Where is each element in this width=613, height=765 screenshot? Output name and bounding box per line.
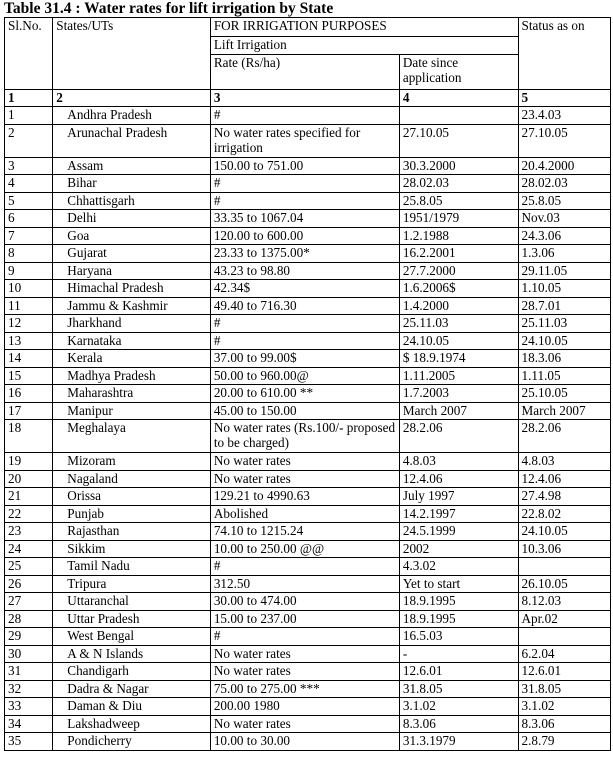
table-row: [5, 698, 611, 716]
cell-rate: 20.00 to 610.00 **: [210, 385, 399, 403]
cell-sl-no: 29: [5, 628, 53, 646]
column-number-row: [5, 90, 611, 107]
column-number: 3: [210, 90, 399, 107]
header-irrigation-purposes: FOR IRRIGATION PURPOSES: [210, 18, 518, 37]
table-row: [5, 420, 611, 453]
cell-status: 1.3.06: [518, 245, 610, 263]
cell-sl-no: 10: [5, 280, 53, 298]
cell-date-since: 14.2.1997: [399, 505, 518, 523]
cell-status: 31.8.05: [518, 680, 610, 698]
cell-sl-no: 26: [5, 575, 53, 593]
cell-rate: #: [210, 558, 399, 576]
cell-sl-no: 18: [5, 420, 53, 453]
cell-sl-no: 25: [5, 558, 53, 576]
cell-date-since: 16.5.03: [399, 628, 518, 646]
cell-date-since: 25.11.03: [399, 315, 518, 333]
cell-state: Uttar Pradesh: [53, 610, 211, 628]
cell-rate: 42.34$: [210, 280, 399, 298]
cell-status: 18.3.06: [518, 350, 610, 368]
cell-status: 12.4.06: [518, 470, 610, 488]
table-row: [5, 332, 611, 350]
cell-status: 24.3.06: [518, 227, 610, 245]
cell-rate: 74.10 to 1215.24: [210, 523, 399, 541]
table-row: [5, 453, 611, 471]
header-date-since: Date since application: [399, 55, 518, 90]
cell-sl-no: 22: [5, 505, 53, 523]
cell-sl-no: 8: [5, 245, 53, 263]
cell-sl-no: 17: [5, 402, 53, 420]
table-row: [5, 540, 611, 558]
cell-date-since: 28.2.06: [399, 420, 518, 453]
cell-sl-no: 32: [5, 680, 53, 698]
cell-date-since: Yet to start: [399, 575, 518, 593]
cell-date-since: 30.3.2000: [399, 157, 518, 175]
table-row: [5, 593, 611, 611]
cell-state: Manipur: [53, 402, 211, 420]
table-row: [5, 488, 611, 506]
cell-status: 10.3.06: [518, 540, 610, 558]
cell-rate: 10.00 to 30.00: [210, 733, 399, 751]
cell-date-since: -: [399, 645, 518, 663]
cell-rate: 129.21 to 4990.63: [210, 488, 399, 506]
cell-rate: 312.50: [210, 575, 399, 593]
cell-sl-no: 28: [5, 610, 53, 628]
table-row: [5, 645, 611, 663]
cell-state: Andhra Pradesh: [53, 107, 211, 125]
cell-sl-no: 6: [5, 210, 53, 228]
table-row: [5, 733, 611, 751]
cell-status: 25.8.05: [518, 192, 610, 210]
cell-rate: No water rates: [210, 470, 399, 488]
cell-sl-no: 12: [5, 315, 53, 333]
table-row: [5, 227, 611, 245]
cell-date-since: 8.3.06: [399, 715, 518, 733]
cell-rate: 120.00 to 600.00: [210, 227, 399, 245]
cell-sl-no: 4: [5, 175, 53, 193]
column-number: 2: [53, 90, 211, 107]
cell-state: Tamil Nadu: [53, 558, 211, 576]
cell-date-since: 1.2.1988: [399, 227, 518, 245]
cell-date-since: March 2007: [399, 402, 518, 420]
cell-status: March 2007: [518, 402, 610, 420]
cell-sl-no: 3: [5, 157, 53, 175]
cell-state: Pondicherry: [53, 733, 211, 751]
table-body: [5, 107, 611, 751]
cell-rate: 15.00 to 237.00: [210, 610, 399, 628]
cell-sl-no: 15: [5, 367, 53, 385]
table-row: [5, 280, 611, 298]
cell-status: 25.10.05: [518, 385, 610, 403]
cell-date-since: 27.7.2000: [399, 262, 518, 280]
cell-state: Sikkim: [53, 540, 211, 558]
cell-sl-no: 30: [5, 645, 53, 663]
cell-sl-no: 24: [5, 540, 53, 558]
cell-state: Rajasthan: [53, 523, 211, 541]
cell-date-since: 16.2.2001: [399, 245, 518, 263]
table-row: [5, 470, 611, 488]
cell-status: 2.8.79: [518, 733, 610, 751]
cell-date-since: 24.5.1999: [399, 523, 518, 541]
cell-date-since: 4.3.02: [399, 558, 518, 576]
cell-sl-no: 16: [5, 385, 53, 403]
cell-state: Nagaland: [53, 470, 211, 488]
cell-state: Gujarat: [53, 245, 211, 263]
table-row: [5, 385, 611, 403]
cell-rate: #: [210, 192, 399, 210]
cell-state: A & N Islands: [53, 645, 211, 663]
table-row: [5, 210, 611, 228]
cell-status: 12.6.01: [518, 663, 610, 681]
water-rates-table: [4, 17, 611, 751]
cell-sl-no: 20: [5, 470, 53, 488]
table-row: [5, 628, 611, 646]
cell-rate: Abolished: [210, 505, 399, 523]
cell-sl-no: 9: [5, 262, 53, 280]
cell-status: 8.12.03: [518, 593, 610, 611]
cell-date-since: 12.6.01: [399, 663, 518, 681]
cell-status: Nov.03: [518, 210, 610, 228]
cell-date-since: 24.10.05: [399, 332, 518, 350]
table-row: [5, 315, 611, 333]
cell-state: Goa: [53, 227, 211, 245]
cell-state: Uttaranchal: [53, 593, 211, 611]
cell-state: Madhya Pradesh: [53, 367, 211, 385]
table-row: [5, 367, 611, 385]
cell-state: Mizoram: [53, 453, 211, 471]
cell-date-since: 27.10.05: [399, 124, 518, 157]
cell-state: Meghalaya: [53, 420, 211, 453]
cell-date-since: July 1997: [399, 488, 518, 506]
cell-state: Chhattisgarh: [53, 192, 211, 210]
table-row: [5, 192, 611, 210]
cell-date-since: 31.3.1979: [399, 733, 518, 751]
cell-rate: #: [210, 332, 399, 350]
cell-state: Jammu & Kashmir: [53, 297, 211, 315]
header-rate: Rate (Rs/ha): [210, 55, 399, 90]
table-row: [5, 157, 611, 175]
cell-sl-no: 31: [5, 663, 53, 681]
column-number: 4: [399, 90, 518, 107]
cell-state: Tripura: [53, 575, 211, 593]
cell-status: 28.02.03: [518, 175, 610, 193]
cell-status: 1.11.05: [518, 367, 610, 385]
cell-sl-no: 19: [5, 453, 53, 471]
header-states: States/UTs: [53, 18, 211, 90]
cell-sl-no: 21: [5, 488, 53, 506]
cell-rate: 43.23 to 98.80: [210, 262, 399, 280]
cell-rate: 200.00 1980: [210, 698, 399, 716]
table-row: [5, 297, 611, 315]
cell-status: 4.8.03: [518, 453, 610, 471]
header-lift-irrigation: Lift Irrigation: [210, 37, 518, 55]
cell-rate: 49.40 to 716.30: [210, 297, 399, 315]
cell-rate: 75.00 to 275.00 ***: [210, 680, 399, 698]
cell-state: Punjab: [53, 505, 211, 523]
cell-rate: No water rates: [210, 645, 399, 663]
cell-sl-no: 11: [5, 297, 53, 315]
cell-status: 29.11.05: [518, 262, 610, 280]
cell-sl-no: 2: [5, 124, 53, 157]
table-header: [5, 18, 611, 107]
table-row: [5, 663, 611, 681]
cell-status: 26.10.05: [518, 575, 610, 593]
table-row: [5, 715, 611, 733]
cell-date-since: 1.4.2000: [399, 297, 518, 315]
cell-state: Jharkhand: [53, 315, 211, 333]
cell-date-since: 2002: [399, 540, 518, 558]
cell-date-since: 25.8.05: [399, 192, 518, 210]
cell-date-since: 1.11.2005: [399, 367, 518, 385]
cell-sl-no: 13: [5, 332, 53, 350]
cell-state: Assam: [53, 157, 211, 175]
cell-date-since: 1.7.2003: [399, 385, 518, 403]
cell-status: 8.3.06: [518, 715, 610, 733]
cell-status: 24.10.05: [518, 332, 610, 350]
table-row: [5, 680, 611, 698]
cell-rate: 30.00 to 474.00: [210, 593, 399, 611]
cell-date-since: 18.9.1995: [399, 610, 518, 628]
cell-rate: 33.35 to 1067.04: [210, 210, 399, 228]
cell-state: Arunachal Pradesh: [53, 124, 211, 157]
cell-status: 23.4.03: [518, 107, 610, 125]
cell-rate: No water rates: [210, 453, 399, 471]
table-row: [5, 262, 611, 280]
table-row: [5, 175, 611, 193]
cell-sl-no: 5: [5, 192, 53, 210]
cell-status: 24.10.05: [518, 523, 610, 541]
cell-status: 1.10.05: [518, 280, 610, 298]
cell-sl-no: 27: [5, 593, 53, 611]
cell-rate: No water rates specified for irrigation: [210, 124, 399, 157]
cell-status: 27.10.05: [518, 124, 610, 157]
cell-date-since: 1.6.2006$: [399, 280, 518, 298]
cell-status: 28.7.01: [518, 297, 610, 315]
cell-rate: #: [210, 628, 399, 646]
cell-date-since: [399, 107, 518, 125]
cell-rate: #: [210, 175, 399, 193]
cell-state: Maharashtra: [53, 385, 211, 403]
cell-state: Kerala: [53, 350, 211, 368]
cell-state: Orissa: [53, 488, 211, 506]
cell-state: Daman & Diu: [53, 698, 211, 716]
cell-rate: 37.00 to 99.00$: [210, 350, 399, 368]
column-number: 5: [518, 90, 610, 107]
cell-sl-no: 35: [5, 733, 53, 751]
table-row: [5, 350, 611, 368]
cell-status: 27.4.98: [518, 488, 610, 506]
cell-sl-no: 7: [5, 227, 53, 245]
cell-rate: No water rates: [210, 663, 399, 681]
table-row: [5, 575, 611, 593]
cell-state: Himachal Pradesh: [53, 280, 211, 298]
cell-rate: 45.00 to 150.00: [210, 402, 399, 420]
cell-date-since: 12.4.06: [399, 470, 518, 488]
cell-status: 20.4.2000: [518, 157, 610, 175]
cell-state: Bihar: [53, 175, 211, 193]
cell-date-since: 3.1.02: [399, 698, 518, 716]
cell-rate: 50.00 to 960.00@: [210, 367, 399, 385]
cell-status: [518, 628, 610, 646]
table-row: [5, 402, 611, 420]
cell-sl-no: 34: [5, 715, 53, 733]
table-row: [5, 558, 611, 576]
cell-sl-no: 33: [5, 698, 53, 716]
table-row: [5, 124, 611, 157]
cell-status: 28.2.06: [518, 420, 610, 453]
cell-state: Lakshadweep: [53, 715, 211, 733]
cell-date-since: 31.8.05: [399, 680, 518, 698]
cell-state: Chandigarh: [53, 663, 211, 681]
cell-date-since: 1951/1979: [399, 210, 518, 228]
cell-rate: No water rates: [210, 715, 399, 733]
cell-sl-no: 23: [5, 523, 53, 541]
cell-rate: 23.33 to 1375.00*: [210, 245, 399, 263]
cell-state: West Bengal: [53, 628, 211, 646]
cell-sl-no: 1: [5, 107, 53, 125]
cell-rate: 10.00 to 250.00 @@: [210, 540, 399, 558]
cell-state: Karnataka: [53, 332, 211, 350]
cell-sl-no: 14: [5, 350, 53, 368]
table-row: [5, 610, 611, 628]
cell-status: [518, 558, 610, 576]
table-row: [5, 523, 611, 541]
cell-date-since: 18.9.1995: [399, 593, 518, 611]
cell-date-since: 4.8.03: [399, 453, 518, 471]
cell-status: 25.11.03: [518, 315, 610, 333]
header-status: Status as on: [518, 18, 610, 90]
cell-date-since: 28.02.03: [399, 175, 518, 193]
cell-state: Haryana: [53, 262, 211, 280]
cell-state: Delhi: [53, 210, 211, 228]
cell-status: Apr.02: [518, 610, 610, 628]
cell-rate: #: [210, 107, 399, 125]
column-number: 1: [5, 90, 53, 107]
cell-rate: #: [210, 315, 399, 333]
header-sl-no: Sl.No.: [5, 18, 53, 90]
table-row: [5, 107, 611, 125]
table-row: [5, 245, 611, 263]
table-title: Table 31.4 : Water rates for lift irrigation by State: [4, 0, 334, 17]
cell-date-since: $ 18.9.1974: [399, 350, 518, 368]
cell-rate: No water rates (Rs.100/- proposed to be charged): [210, 420, 399, 453]
cell-rate: 150.00 to 751.00: [210, 157, 399, 175]
cell-status: 6.2.04: [518, 645, 610, 663]
cell-status: 3.1.02: [518, 698, 610, 716]
table-row: [5, 505, 611, 523]
cell-state: Dadra & Nagar: [53, 680, 211, 698]
cell-status: 22.8.02: [518, 505, 610, 523]
